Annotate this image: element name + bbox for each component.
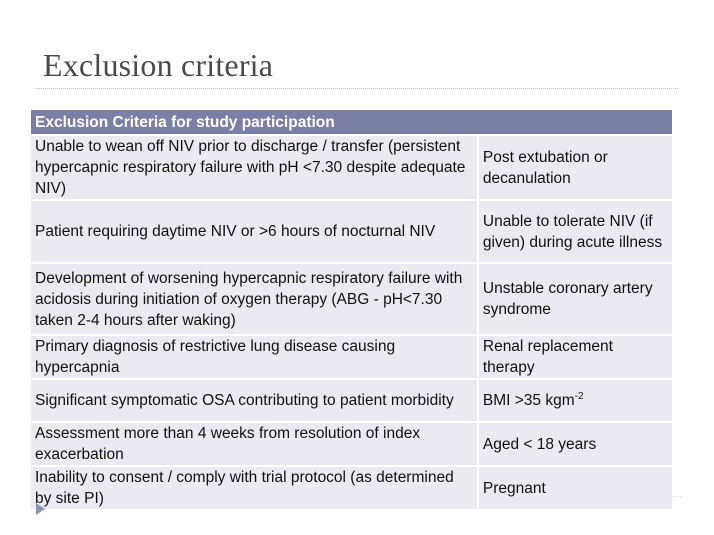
criterion-left: Inability to consent / comply with trial protocol (as determined by site PI) xyxy=(31,466,478,510)
table-header: Exclusion Criteria for study participation xyxy=(31,110,672,135)
table-row xyxy=(31,200,672,263)
table-row xyxy=(31,263,672,335)
criterion-right: Renal replacement therapy xyxy=(478,335,672,379)
criterion-left: Unable to wean off NIV prior to discharge / transfer (persistent hypercapnic respiratory failure with pH <7.30 despite adequate NIV) xyxy=(31,135,478,200)
criterion-right xyxy=(478,379,672,422)
table-header-row xyxy=(31,110,672,135)
criterion-left: Patient requiring daytime NIV or >6 hours of nocturnal NIV xyxy=(31,200,478,263)
criterion-right: Unable to tolerate NIV (if given) during acute illness xyxy=(478,200,672,263)
criterion-left: Assessment more than 4 weeks from resolution of index exacerbation xyxy=(31,422,478,466)
slide-title: Exclusion criteria xyxy=(43,47,274,83)
criterion-left: Significant symptomatic OSA contributing to patient morbidity xyxy=(31,379,478,422)
exclusion-criteria-table xyxy=(31,110,672,511)
criterion-right: Unstable coronary artery syndrome xyxy=(478,263,672,335)
criterion-right: Post extubation or decanulation xyxy=(478,135,672,200)
table-row xyxy=(31,335,672,379)
bmi-superscript: -2 xyxy=(574,390,584,402)
criterion-left: Primary diagnosis of restrictive lung disease causing hypercapnia xyxy=(31,335,478,379)
footer-ellipsis-icon: ··· xyxy=(672,492,683,501)
criterion-right: Pregnant xyxy=(478,466,672,510)
table-row xyxy=(31,422,672,466)
slide-bullet-arrow-icon xyxy=(36,503,45,515)
title-divider xyxy=(36,88,678,89)
criterion-left: Development of worsening hypercapnic respiratory failure with acidosis during initiation of oxygen therapy (ABG - pH<7.30 taken 2-4 hours after waking) xyxy=(31,263,478,335)
table-row xyxy=(31,466,672,510)
criterion-right: Aged < 18 years xyxy=(478,422,672,466)
bmi-text: BMI >35 kgm xyxy=(482,392,575,409)
table-row xyxy=(31,379,672,422)
table-row xyxy=(31,135,672,200)
